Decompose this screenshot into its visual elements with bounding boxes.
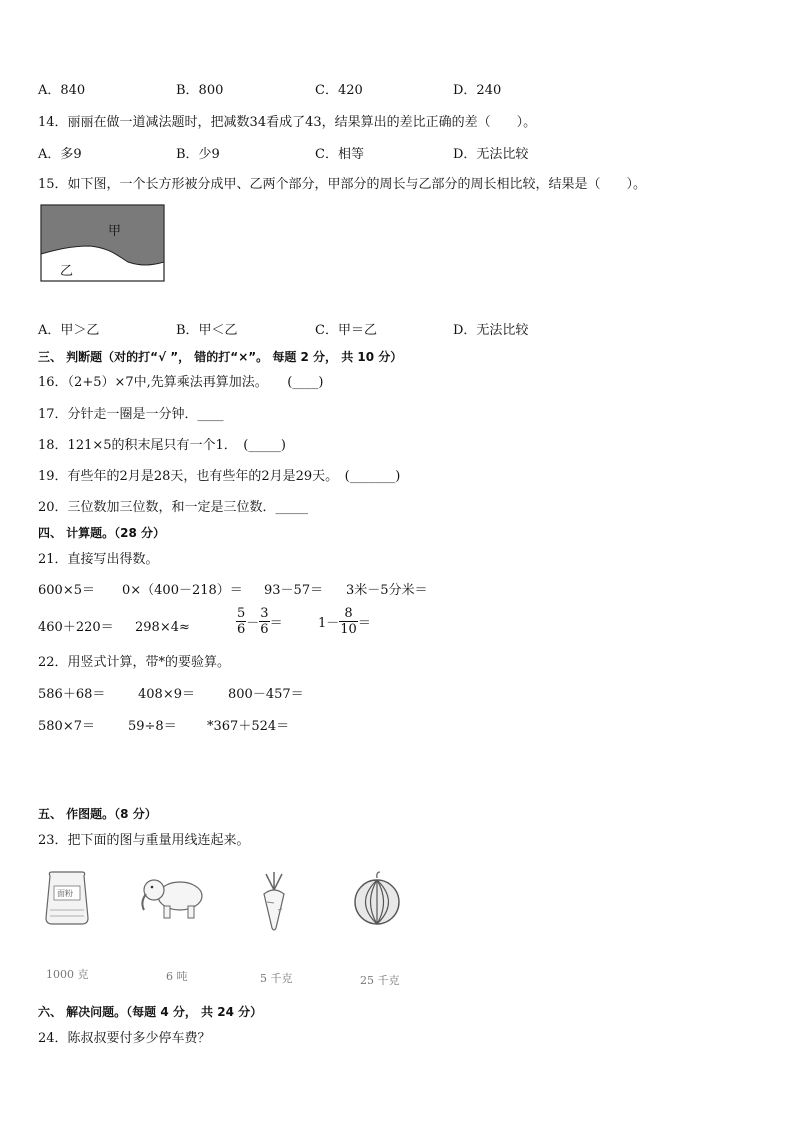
- q21-item-one-minus-fraction: 1－ $\frac{8}{10}$ ＝: [318, 606, 371, 637]
- q14-option-a: A．多9: [38, 147, 82, 162]
- q14-option-d: D．无法比较: [453, 147, 529, 162]
- q22-item-5: 59÷8＝: [128, 719, 177, 734]
- q21-item-2: 0×（400－218）＝: [122, 583, 243, 598]
- q21-item-4: 3米－5分米＝: [346, 583, 428, 598]
- part-yi-label: 乙: [60, 264, 74, 279]
- carrot-icon: [252, 870, 296, 932]
- q16: 16．（2+5）×7中,先算乘法再算加法。 (____): [38, 375, 324, 390]
- q18: 18．121×5的积末尾只有一个1． (_____): [38, 438, 286, 453]
- q15-option-b: B．甲＜乙: [176, 323, 238, 338]
- q20: 20．三位数加三位数，和一定是三位数．_____: [38, 500, 309, 515]
- q22-item-3: 800－457＝: [228, 687, 304, 702]
- q21-item-1: 600×5＝: [38, 583, 95, 598]
- q22-stem: 22．用竖式计算，带*的要验算。: [38, 655, 231, 670]
- elephant-icon: [136, 872, 208, 922]
- q13-option-a: A．840: [38, 83, 86, 98]
- q15-stem: 15．如下图，一个长方形被分成甲、乙两个部分，甲部分的周长与乙部分的周长相比较，结果是（ ）。: [38, 177, 647, 192]
- section-5-heading: 五、 作图题。（8 分）: [38, 807, 157, 821]
- q21-item-5: 460＋220＝: [38, 620, 114, 635]
- part-jia-label: 甲: [108, 224, 122, 239]
- q15-option-d: D．无法比较: [453, 323, 529, 338]
- fraction-5-6: $\frac{5}{6}$: [237, 606, 246, 637]
- flour-bag-picture: [42, 868, 92, 928]
- weight-6t: 6 吨: [166, 970, 188, 983]
- q21-item-fraction-subtraction: $\frac{5}{6}$ － $\frac{3}{6}$ ＝: [237, 606, 283, 637]
- q15-rectangle-figure: [40, 204, 165, 282]
- q23-stem: 23．把下面的图与重量用线连起来。: [38, 833, 250, 848]
- watermelon-icon: [352, 870, 402, 928]
- weight-5kg: 5 千克: [260, 972, 293, 985]
- q21-stem: 21．直接写出得数。: [38, 552, 159, 567]
- rectangle-diagram: [40, 204, 165, 282]
- q22-item-2: 408×9＝: [138, 687, 195, 702]
- fraction-8-10: $\frac{8}{10}$: [340, 606, 357, 637]
- weight-1000g: 1000 克: [46, 968, 89, 981]
- q13-option-d: D．240: [453, 83, 502, 98]
- q14-option-b: B．少9: [176, 147, 220, 162]
- section-3-heading: 三、 判断题（对的打“√ ”， 错的打“×”。 每题 2 分， 共 10 分）: [38, 350, 403, 364]
- weight-25kg: 25 千克: [360, 974, 400, 987]
- q15-option-a: A．甲＞乙: [38, 323, 100, 338]
- q15-option-c: C．甲＝乙: [315, 323, 377, 338]
- q14-stem: 14．丽丽在做一道减法题时，把减数34看成了43，结果算出的差比正确的差（ ）。: [38, 115, 537, 130]
- fraction-3-6: $\frac{3}{6}$: [260, 606, 269, 637]
- q19: 19．有些年的2月是28天，也有些年的2月是29天。 (_______): [38, 469, 401, 484]
- q24: 24．陈叔叔要付多少停车费？: [38, 1031, 211, 1046]
- q21-item-6: 298×4≈: [135, 620, 190, 635]
- q21-item-3: 93－57＝: [264, 583, 324, 598]
- q13-option-c: C．420: [315, 83, 363, 98]
- q22-item-1: 586＋68＝: [38, 687, 106, 702]
- flour-text: 面粉: [57, 889, 73, 898]
- q22-item-4: 580×7＝: [38, 719, 95, 734]
- section-6-heading: 六、 解决问题。（每题 4 分， 共 24 分）: [38, 1005, 263, 1019]
- elephant-picture: [136, 872, 208, 922]
- section-4-heading: 四、 计算题。（28 分）: [38, 526, 166, 540]
- watermelon-picture: [352, 870, 402, 928]
- q17: 17．分针走一圈是一分钟．____: [38, 407, 224, 422]
- carrot-picture: [252, 870, 296, 932]
- q13-option-b: B．800: [176, 83, 224, 98]
- q22-item-6: *367＋524＝: [207, 719, 290, 734]
- q14-option-c: C．相等: [315, 147, 364, 162]
